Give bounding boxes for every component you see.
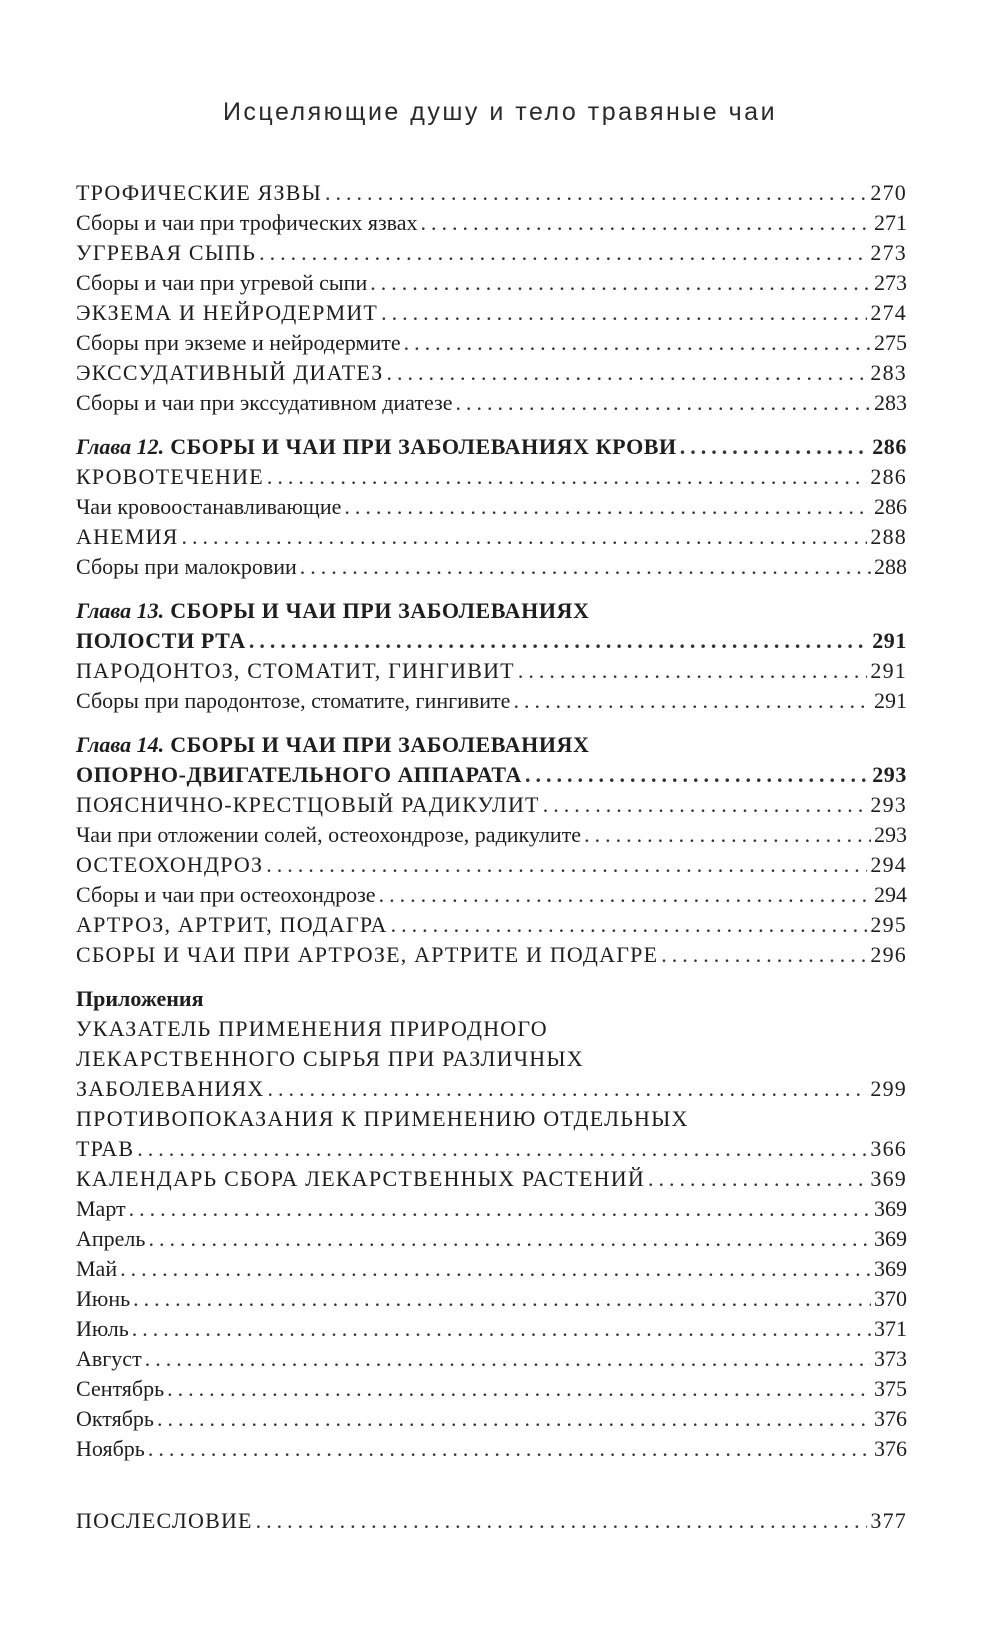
- entry-title: Сборы при малокровии: [76, 554, 297, 579]
- toc-entry[interactable]: [76, 820, 907, 850]
- entry-title: ПАРОДОНТОЗ, СТОМАТИТ, ГИНГИВИТ: [76, 658, 515, 683]
- page-number: 296: [870, 942, 907, 967]
- leader-dots: [157, 1404, 871, 1434]
- toc-entry[interactable]: [76, 358, 907, 388]
- toc-entry[interactable]: [76, 1434, 907, 1464]
- toc-group-ch14: [76, 790, 907, 970]
- entry-title: АРТРОЗ, АРТРИТ, ПОДАГРА: [76, 912, 388, 937]
- entry-title: КАЛЕНДАРЬ СБОРА ЛЕКАРСТВЕННЫХ РАСТЕНИЙ: [76, 1166, 645, 1191]
- toc-entry[interactable]: [76, 1254, 907, 1284]
- entry-title: ЭКССУДАТИВНЫЙ ДИАТЕЗ: [76, 360, 384, 385]
- leader-dots: [513, 686, 871, 716]
- leader-dots: [148, 1224, 871, 1254]
- toc-group-appendix: [76, 1164, 907, 1464]
- leader-dots: [267, 1074, 867, 1104]
- running-head: Исцеляющие душу и тело травяные чаи: [222, 98, 778, 126]
- toc-chapter-13-title: [76, 596, 907, 626]
- appendix-index-line3: ЗАБОЛЕВАНИЯХ: [76, 1076, 265, 1101]
- entry-title: Октябрь: [76, 1406, 154, 1431]
- entry-title: Сборы при экземе и нейродермите: [76, 330, 401, 355]
- leader-dots: [455, 388, 871, 418]
- leader-dots: [129, 1194, 871, 1224]
- toc-entry[interactable]: [76, 910, 907, 940]
- page-number: 291: [872, 628, 907, 653]
- chapter-label: Глава 12.: [76, 434, 165, 459]
- entry-title: Апрель: [76, 1226, 146, 1251]
- leader-dots: [648, 1164, 867, 1194]
- entry-title: Сборы и чаи при угревой сыпи: [76, 270, 368, 295]
- chapter-title-line1: СБОРЫ И ЧАИ ПРИ ЗАБОЛЕВАНИЯХ: [170, 732, 590, 757]
- page-number: 369: [874, 1196, 907, 1221]
- toc-entry[interactable]: [76, 238, 907, 268]
- toc-chapter-13[interactable]: [76, 626, 907, 656]
- page-number: 286: [874, 494, 907, 519]
- page-number: 376: [874, 1436, 907, 1461]
- toc-group-ch13: [76, 656, 907, 716]
- toc-entry[interactable]: [76, 686, 907, 716]
- entry-title: Июнь: [76, 1286, 131, 1311]
- chapter-title: СБОРЫ И ЧАИ ПРИ ЗАБОЛЕВАНИЯХ КРОВИ: [170, 434, 677, 459]
- chapter-label: Глава 14.: [76, 732, 165, 757]
- appendix-contra-line1[interactable]: ПРОТИВОПОКАЗАНИЯ К ПРИМЕНЕНИЮ ОТДЕЛЬНЫХ: [76, 1106, 689, 1131]
- entry-title: Чаи при отложении солей, остеохондрозе, радикулите: [76, 822, 582, 847]
- page-number: 293: [874, 822, 907, 847]
- page-number: 283: [874, 390, 907, 415]
- entry-title: Август: [76, 1346, 142, 1371]
- leader-dots: [325, 178, 867, 208]
- toc-entry[interactable]: [76, 1374, 907, 1404]
- entry-title: Июль: [76, 1316, 129, 1341]
- entry-title: ПОСЛЕСЛОВИЕ: [76, 1508, 253, 1533]
- toc-entry[interactable]: [76, 268, 907, 298]
- appendix-index-line1[interactable]: УКАЗАТЕЛЬ ПРИМЕНЕНИЯ ПРИРОДНОГО: [76, 1016, 548, 1041]
- leader-dots: [266, 850, 867, 880]
- page-number: 366: [870, 1136, 907, 1161]
- toc-entry[interactable]: [76, 1314, 907, 1344]
- toc-entry[interactable]: [76, 1194, 907, 1224]
- entry-title: Сборы и чаи при остеохондрозе: [76, 882, 376, 907]
- page-number: 369: [870, 1166, 907, 1191]
- page-number: 286: [870, 464, 907, 489]
- leader-dots: [404, 328, 871, 358]
- page-number: 291: [874, 688, 907, 713]
- page-number: 273: [874, 270, 907, 295]
- entry-title: АНЕМИЯ: [76, 524, 179, 549]
- leader-dots: [543, 790, 868, 820]
- toc-entry[interactable]: [76, 328, 907, 358]
- page-number: 288: [870, 524, 907, 549]
- toc-entry[interactable]: [76, 388, 907, 418]
- toc-entry[interactable]: [76, 208, 907, 238]
- page-number: 371: [874, 1316, 907, 1341]
- leader-dots: [344, 492, 871, 522]
- leader-dots: [145, 1344, 871, 1374]
- toc-entry[interactable]: [76, 1164, 907, 1194]
- entry-title: Сборы и чаи при трофических язвах: [76, 210, 418, 235]
- toc-entry[interactable]: [76, 492, 907, 522]
- toc-chapter-14[interactable]: [76, 760, 907, 790]
- leader-dots: [387, 358, 868, 388]
- toc-entry[interactable]: [76, 462, 907, 492]
- appendix-index-line2[interactable]: ЛЕКАРСТВЕННОГО СЫРЬЯ ПРИ РАЗЛИЧНЫХ: [76, 1046, 584, 1071]
- toc-entry[interactable]: [76, 1404, 907, 1434]
- chapter-label: Глава 13.: [76, 598, 165, 623]
- entry-title: ЭКЗЕМА И НЕЙРОДЕРМИТ: [76, 300, 379, 325]
- entry-title: ПОЯСНИЧНО-КРЕСТЦОВЫЙ РАДИКУЛИТ: [76, 792, 540, 817]
- toc-entry[interactable]: [76, 1284, 907, 1314]
- toc-entry[interactable]: [76, 790, 907, 820]
- leader-dots: [132, 1314, 871, 1344]
- toc-afterword[interactable]: [76, 1506, 907, 1536]
- entry-title: Чаи кровоостанавливающие: [76, 494, 342, 519]
- entry-title: Ноябрь: [76, 1436, 145, 1461]
- table-of-contents: [76, 178, 907, 1536]
- leader-dots: [421, 208, 871, 238]
- toc-entry[interactable]: [76, 522, 907, 552]
- page-number: 369: [874, 1256, 907, 1281]
- entry-title: СБОРЫ И ЧАИ ПРИ АРТРОЗЕ, АРТРИТЕ И ПОДАГРЕ: [76, 942, 659, 967]
- leader-dots: [379, 880, 871, 910]
- leader-dots: [182, 522, 868, 552]
- page-number: 369: [874, 1226, 907, 1251]
- leader-dots: [381, 298, 867, 328]
- chapter-title-line2: ПОЛОСТИ РТА: [76, 628, 246, 653]
- toc-entry[interactable]: [76, 1224, 907, 1254]
- leader-dots: [256, 1506, 868, 1536]
- page-number: 293: [870, 792, 907, 817]
- leader-dots: [249, 626, 869, 656]
- page-number: 275: [874, 330, 907, 355]
- toc-entry[interactable]: [76, 178, 907, 208]
- page-number: 288: [874, 554, 907, 579]
- page-number: 293: [872, 762, 907, 787]
- page-number: 370: [874, 1286, 907, 1311]
- chapter-title-line2: ОПОРНО-ДВИГАТЕЛЬНОГО АППАРАТА: [76, 762, 522, 787]
- toc-group-skin: [76, 178, 907, 418]
- entry-title: КРОВОТЕЧЕНИЕ: [76, 464, 264, 489]
- leader-dots: [391, 910, 868, 940]
- entry-title: Май: [76, 1256, 118, 1281]
- leader-dots: [137, 1134, 867, 1164]
- leader-dots: [525, 760, 869, 790]
- leader-dots: [148, 1434, 871, 1464]
- appendix-heading: Приложения: [76, 986, 204, 1011]
- toc-entry[interactable]: [76, 880, 907, 910]
- entry-title: Сборы и чаи при экссудативном диатезе: [76, 390, 453, 415]
- toc-entry[interactable]: [76, 298, 907, 328]
- entry-title: Сборы при пародонтозе, стоматите, гингивите: [76, 688, 511, 713]
- leader-dots: [680, 432, 869, 462]
- toc-entry[interactable]: [76, 850, 907, 880]
- page-number: 286: [872, 434, 907, 459]
- leader-dots: [300, 552, 871, 582]
- page-number: 376: [874, 1406, 907, 1431]
- toc-chapter-14-title: [76, 730, 907, 760]
- entry-title: ОСТЕОХОНДРОЗ: [76, 852, 264, 877]
- toc-appendix-index[interactable]: [76, 1074, 907, 1104]
- page-number: 295: [870, 912, 907, 937]
- leader-dots: [584, 820, 871, 850]
- page-number: 283: [870, 360, 907, 385]
- page-number: 291: [870, 658, 907, 683]
- leader-dots: [133, 1284, 871, 1314]
- toc-entry[interactable]: [76, 552, 907, 582]
- page-number: 273: [870, 240, 907, 265]
- page-number: 271: [874, 210, 907, 235]
- leader-dots: [661, 940, 867, 970]
- toc-appendix-contra[interactable]: [76, 1134, 907, 1164]
- chapter-title-line1: СБОРЫ И ЧАИ ПРИ ЗАБОЛЕВАНИЯХ: [170, 598, 590, 623]
- page-number: 294: [874, 882, 907, 907]
- entry-title: Март: [76, 1196, 126, 1221]
- entry-title: УГРЕВАЯ СЫПЬ: [76, 240, 257, 265]
- page-number: 373: [874, 1346, 907, 1371]
- page-number: 294: [870, 852, 907, 877]
- toc-entry[interactable]: [76, 940, 907, 970]
- toc-entry[interactable]: [76, 1344, 907, 1374]
- toc-group-ch12: [76, 462, 907, 582]
- leader-dots: [120, 1254, 871, 1284]
- leader-dots: [518, 656, 868, 686]
- page-number: 375: [874, 1376, 907, 1401]
- page-number: 299: [870, 1076, 907, 1101]
- toc-chapter-12[interactable]: [76, 432, 907, 462]
- page-number: 274: [870, 300, 907, 325]
- leader-dots: [370, 268, 871, 298]
- toc-entry[interactable]: [76, 656, 907, 686]
- page-number: 270: [870, 180, 907, 205]
- page-number: 377: [870, 1508, 907, 1533]
- leader-dots: [167, 1374, 871, 1404]
- entry-title: ТРОФИЧЕСКИЕ ЯЗВЫ: [76, 180, 323, 205]
- leader-dots: [259, 238, 867, 268]
- leader-dots: [267, 462, 868, 492]
- entry-title: Сентябрь: [76, 1376, 165, 1401]
- appendix-contra-line2: ТРАВ: [76, 1136, 135, 1161]
